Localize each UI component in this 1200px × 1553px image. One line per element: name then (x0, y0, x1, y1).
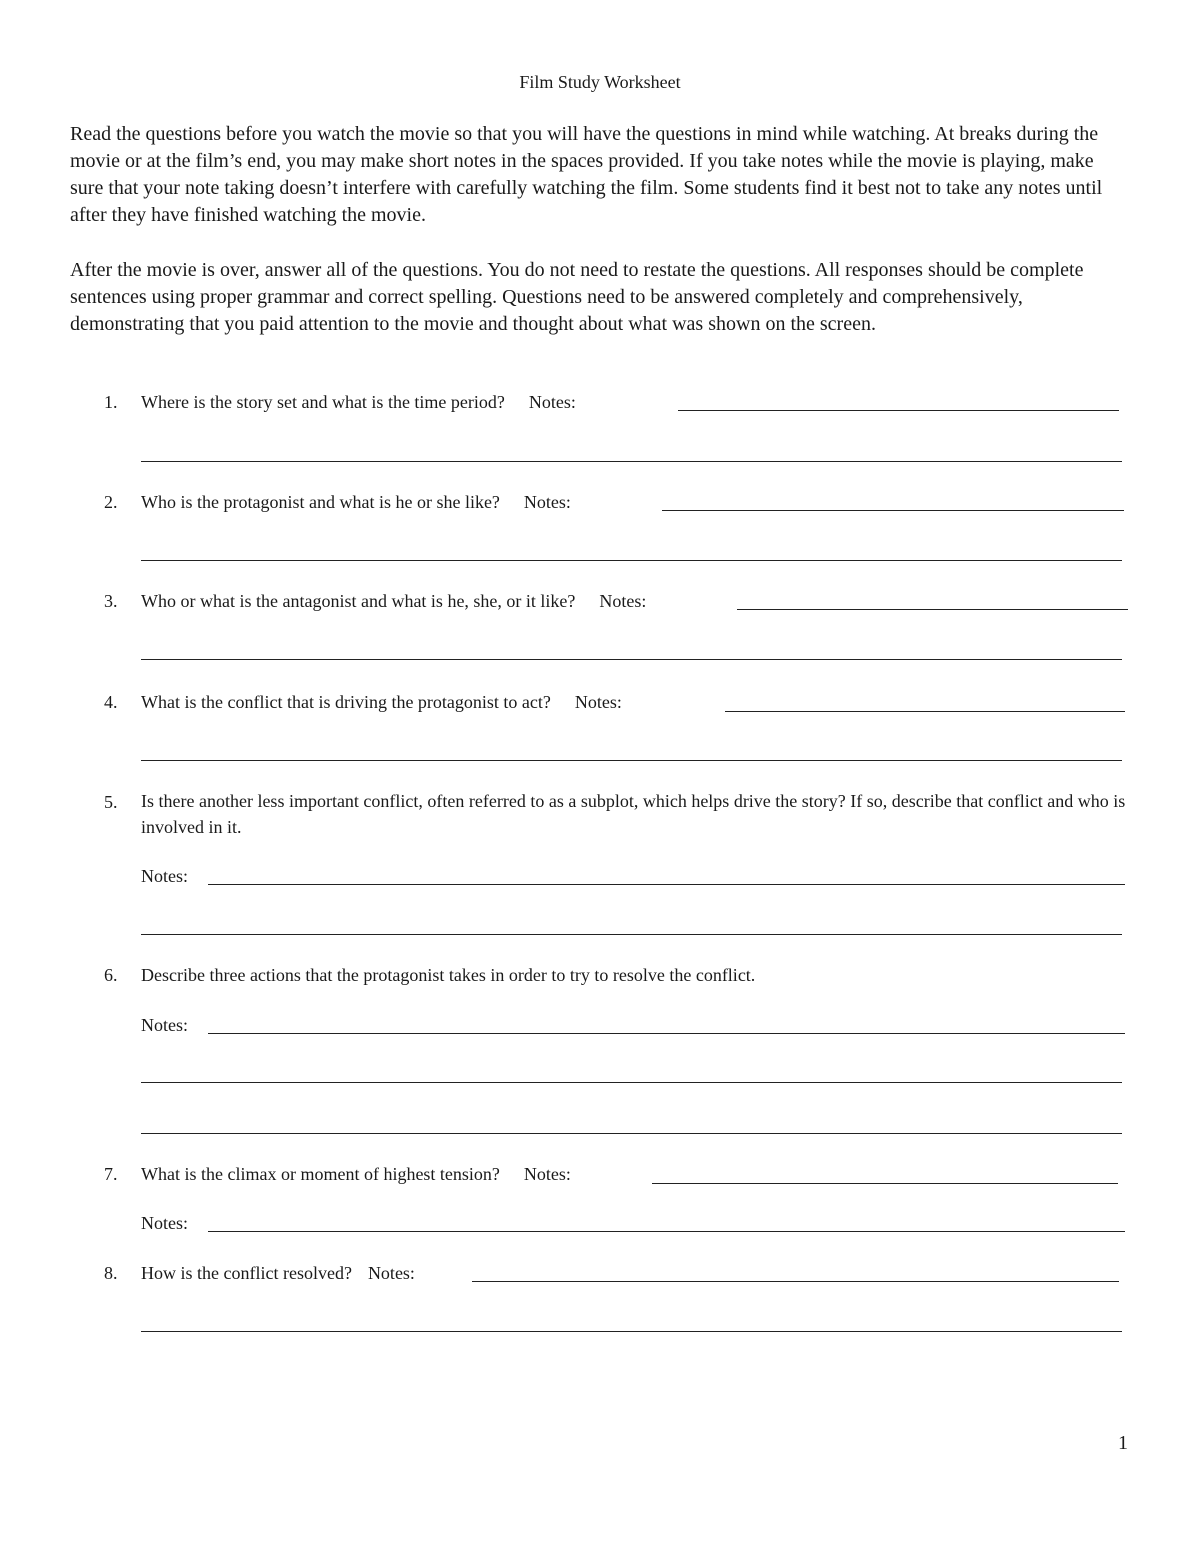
answer-line[interactable] (141, 560, 1122, 561)
notes-label: Notes: (367, 1263, 415, 1283)
question-number: 3. (104, 591, 118, 611)
answer-line[interactable] (141, 1082, 1122, 1083)
question-text (141, 1260, 415, 1286)
question-number: 7. (104, 1164, 118, 1184)
question-4-text: What is the conflict that is driving the protagonist to act? (141, 692, 551, 712)
answer-line[interactable] (141, 934, 1122, 935)
page-title: Film Study Worksheet (519, 72, 681, 92)
notes-label: Notes: (574, 692, 622, 712)
question-number: 1. (104, 392, 118, 412)
notes-label: Notes: (523, 1164, 571, 1184)
question-number: 6. (104, 965, 118, 985)
notes-label: Notes: (528, 392, 576, 412)
question-number: 8. (104, 1263, 118, 1283)
answer-line[interactable] (737, 609, 1128, 610)
question-text (141, 1161, 571, 1187)
notes-label: Notes: (599, 591, 647, 611)
question-text (141, 389, 576, 415)
answer-line[interactable] (208, 1033, 1125, 1034)
question-6-text: Describe three actions that the protagonist takes in order to try to resolve the conflict. (141, 965, 756, 985)
question-7-text: What is the climax or moment of highest tension? (141, 1164, 500, 1184)
question-2-text: Who is the protagonist and what is he or she like? (141, 492, 500, 512)
question-1-text: Where is the story set and what is the time period? (141, 392, 505, 412)
answer-line[interactable] (208, 1231, 1125, 1232)
question-8-text: How is the conflict resolved? (141, 1263, 352, 1283)
question-text (141, 489, 571, 515)
answer-line[interactable] (662, 510, 1124, 511)
answer-line[interactable] (678, 410, 1119, 411)
question-number: 4. (104, 692, 118, 712)
question-3-text: Who or what is the antagonist and what is he, she, or it like? (141, 591, 576, 611)
question-text (141, 689, 622, 715)
question-number: 2. (104, 492, 118, 512)
notes-label: Notes: (141, 1213, 188, 1233)
intro-paragraph-2: After the movie is over, answer all of the questions. You do not need to restate the questions. All responses should be complete sentences using proper grammar and correct spelling. Questions need to be answered completely and comprehensively, demonstrating that you paid attention to the movie and thought about what was shown on the screen. (70, 259, 1084, 335)
answer-line[interactable] (652, 1183, 1118, 1184)
intro-paragraph-1: Read the questions before you watch the movie so that you will have the questions in mind while watching. At breaks during the movie or at the film’s end, you may make short notes in the spaces provided. If you take notes while the movie is playing, make sure that your note taking doesn’t interfere with carefully watching the film. Some students find it best not to take any notes until after they have finished watching the movie. (70, 123, 1103, 226)
answer-line[interactable] (141, 659, 1122, 660)
page-number: 1 (1118, 1432, 1128, 1454)
question-number: 5. (104, 792, 118, 812)
notes-label: Notes: (141, 1015, 188, 1035)
question-5-text: Is there another less important conflict, often referred to as a subplot, which helps drive the story? If so, describe that conflict and who is involved in it. (141, 791, 1126, 837)
notes-label: Notes: (141, 866, 188, 886)
answer-line[interactable] (208, 884, 1125, 885)
answer-line[interactable] (141, 1133, 1122, 1134)
notes-label: Notes: (523, 492, 571, 512)
answer-line[interactable] (141, 461, 1122, 462)
answer-line[interactable] (472, 1281, 1119, 1282)
question-text (141, 588, 646, 614)
answer-line[interactable] (141, 1331, 1122, 1332)
answer-line[interactable] (141, 760, 1122, 761)
answer-line[interactable] (725, 711, 1125, 712)
